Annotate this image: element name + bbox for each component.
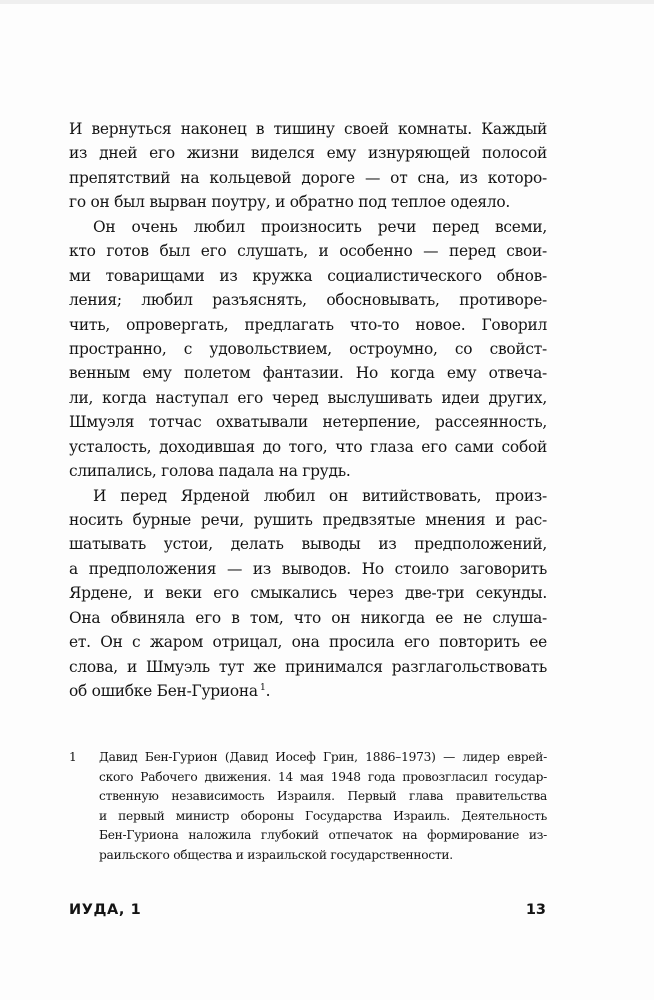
text-line: венным ему полетом фантазии. Но когда ему отвеча- xyxy=(69,364,547,383)
text-line: слипались, голова падала на грудь. xyxy=(69,462,351,481)
text-line: носить бурные речи, рушить предвзятые мнения и рас- xyxy=(69,511,547,529)
text-line: И перед Ярденой любил он витийствовать, произ- xyxy=(93,486,547,505)
footnote-line: ского Рабочего движения. 14 мая 1948 года провозгласил государ- xyxy=(99,769,547,784)
page-top-edge xyxy=(0,0,654,4)
text-line: пространно, с удовольствием, остроумно, со свойст- xyxy=(69,339,547,358)
page-number: 13 xyxy=(525,902,546,918)
text-line xyxy=(69,679,547,703)
text-line: усталость, доходившая до того, что глаза его сами собой xyxy=(69,437,547,456)
text-line: Она обвиняла его в том, что он никогда ее не слуша- xyxy=(69,608,547,627)
text-line: го он был вырван поутру, и обратно под теплое одеяло. xyxy=(69,193,511,212)
footnote-line: ственную независимость Израиля. Первый глава правительства xyxy=(99,789,547,803)
footnote-line: раильского общества и израильской государственности. xyxy=(99,847,453,862)
text-line: препятствий на кольцевой дороге — от сна, из которо- xyxy=(69,168,547,187)
text-line-content: об ошибке Бен-Гуриона xyxy=(69,682,258,701)
footnote-reference[interactable]: 1 xyxy=(259,682,266,694)
text-line: кто готов был его слушать, и особенно — перед свои- xyxy=(69,242,547,261)
footnote-text xyxy=(99,748,547,865)
text-line: чить, опровергать, предлагать что-то новое. Говорил xyxy=(69,315,547,334)
text-line: ли, когда наступал его черед выслушивать идеи других, xyxy=(69,388,547,407)
text-line: слова, и Шмуэль тут же принимался разглагольствовать xyxy=(69,657,547,676)
footnote-line: Бен-Гуриона наложила глубокий отпечаток на формирование из- xyxy=(99,828,547,842)
text-line: ления; любил разъяснять, обосновывать, противоре- xyxy=(69,291,547,310)
text-line: из дней его жизни виделся ему изнуряющей полосой xyxy=(69,144,547,163)
text-line: а предположения — из выводов. Но стоило заговорить xyxy=(69,559,547,578)
text-line: ет. Он с жаром отрицал, она просила его повторить ее xyxy=(69,633,547,652)
footnote-line: Давид Бен-Гурион (Давид Иосеф Грин, 1886–1973) — лидер еврей- xyxy=(99,750,547,764)
text-line: ми товарищами из кружка социалистического обнов- xyxy=(69,266,547,285)
text-line: Ярдене, и веки его смыкались через две-три секунды. xyxy=(69,584,547,603)
footnote-number: 1 xyxy=(69,750,77,764)
text-line: И вернуться наконец в тишину своей комнаты. Каждый xyxy=(69,120,547,138)
footnote-line: и первый министр обороны Государства Израиль. Деятельность xyxy=(99,808,547,823)
text-line: Шмуэля тотчас охватывали нетерпение, рассеянность, xyxy=(69,413,547,432)
main-text xyxy=(69,117,547,704)
end-punctuation: . xyxy=(265,682,271,701)
running-head: ИУДА, 1 xyxy=(69,902,142,918)
text-line: шатывать устои, делать выводы из предположений, xyxy=(69,535,547,554)
text-line: Он очень любил произносить речи перед всеми, xyxy=(93,217,547,236)
footnote xyxy=(69,748,547,865)
